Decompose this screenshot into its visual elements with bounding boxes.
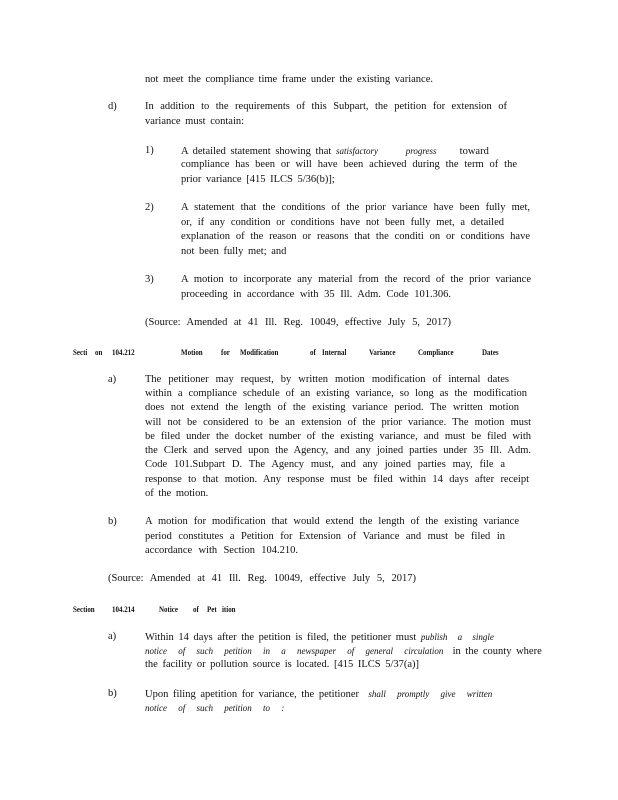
sub-1-italic-progress: progress xyxy=(405,146,437,156)
section-214-number: 104.214 xyxy=(112,604,135,614)
sub-2-line-1: A statement that the conditions of the prior variance have been fully met, xyxy=(181,202,530,213)
section-212-title-4: of xyxy=(310,347,316,357)
item-214a-line-3: the facility or pollution source is located. [415 ILCS 5/37(a)] xyxy=(145,659,420,670)
section-212-number: 104.212 xyxy=(112,347,135,357)
section-212-title-8: Dates xyxy=(482,347,499,357)
item-214b-line-2: notice of such petition to : xyxy=(145,703,285,713)
section-212-title-2: for xyxy=(221,347,230,357)
sub-3-label: 3) xyxy=(145,274,154,285)
item-212a-line-4: will not be considered to be an extension of the prior variance. The motion must xyxy=(145,417,531,428)
item-212b-line-2: period constitutes a Petition for Extension of Variance and must be filed in xyxy=(145,531,505,542)
item-214a-italic-a: publish a single xyxy=(420,632,494,642)
item-214a-text-a: Within 14 days after the petition is filed, the petitioner must xyxy=(145,632,417,643)
section-214-title-3: Pet xyxy=(207,604,217,614)
item-212a-line-2: within a compliance schedule of an existing variance, so long as the modification xyxy=(145,388,527,399)
item-214a-italic-b: notice of such petition in a newspaper of general circulation xyxy=(145,646,444,656)
section-212-label-a: Secti xyxy=(73,347,88,357)
sub-1-text-a: A detailed statement showing that xyxy=(181,146,332,157)
item-212b-line-1: A motion for modification that would extend the length of the existing variance xyxy=(145,516,519,527)
section-214-title-1: Notice xyxy=(159,604,178,614)
sub-2-label: 2) xyxy=(145,202,154,213)
sub-2-line-2: or, if any condition or conditions have not been fully met, a detailed xyxy=(181,217,504,228)
sub-1-line-3: prior variance [415 ILCS 5/36(b)]; xyxy=(181,174,335,185)
item-212a-label: a) xyxy=(108,374,117,385)
item-212a-line-9: of the motion. xyxy=(145,488,209,499)
item-214a-label: a) xyxy=(108,631,117,642)
item-214b-italic-a: shall promptly give written xyxy=(368,689,493,699)
source-note-2: (Source: Amended at 41 Ill. Reg. 10049, effective July 5, 2017) xyxy=(108,573,416,584)
section-212-title-1: Motion xyxy=(181,347,203,357)
item-d-line-2: variance must contain: xyxy=(145,116,245,127)
section-212-label-b: on xyxy=(95,347,103,357)
section-214-title-2: of xyxy=(193,604,199,614)
sub-3-line-2: proceeding in accordance with 35 Ill. Adm. Code 101.306. xyxy=(181,289,451,300)
section-214-title-4: ition xyxy=(222,604,236,614)
item-212a-line-7: Code 101.Subpart D. The Agency must, and any joined parties may, file a xyxy=(145,459,505,470)
item-d-label: d) xyxy=(108,101,117,112)
item-214a-text-b: in the county where xyxy=(452,646,542,657)
section-212-title-7: Compliance xyxy=(418,347,454,357)
section-212-title-3: Modification xyxy=(240,347,279,357)
source-note-1: (Source: Amended at 41 Ill. Reg. 10049, effective July 5, 2017) xyxy=(145,317,451,328)
item-212b-label: b) xyxy=(108,516,117,527)
item-212a-line-1: The petitioner may request, by written motion modification of internal dates xyxy=(145,374,509,385)
item-212a-line-5: be filed under the docket number of the existing variance, and must be filed with xyxy=(145,431,531,442)
item-d-line-1: In addition to the requirements of this Subpart, the petition for extension of xyxy=(145,101,507,112)
sub-2-line-4: not been fully met; and xyxy=(181,246,287,257)
sub-1-label: 1) xyxy=(145,145,154,156)
item-212a-line-3: does not extend the length of the existing variance period. The written motion xyxy=(145,402,519,413)
item-212a-line-8: response to that motion. Any response must be filed within 14 days after receipt xyxy=(145,474,529,485)
item-214b-label: b) xyxy=(108,688,117,699)
sub-3-line-1: A motion to incorporate any material from the record of the prior variance xyxy=(181,274,531,285)
item-212b-line-3: accordance with Section 104.210. xyxy=(145,545,298,556)
item-214b-text-a: Upon filing apetition for variance, the petitioner xyxy=(145,689,360,700)
continuation-text: not meet the compliance time frame under the existing variance. xyxy=(145,74,433,85)
section-212-title-5: Internal xyxy=(322,347,347,357)
item-212a-line-6: the Clerk and served upon the Agency, and any joined parties under 35 Ill. Adm. xyxy=(145,445,531,456)
section-214-label: Section xyxy=(73,604,95,614)
section-212-title-6: Variance xyxy=(369,347,396,357)
sub-1-italic-satisfactory: satisfactory xyxy=(335,146,378,156)
sub-1-text-toward: toward xyxy=(459,146,489,157)
sub-1-line-2: compliance has been or will have been achieved during the term of the xyxy=(181,159,517,170)
sub-2-line-3: explanation of the reason or reasons that the conditi on or conditions have xyxy=(181,231,530,242)
